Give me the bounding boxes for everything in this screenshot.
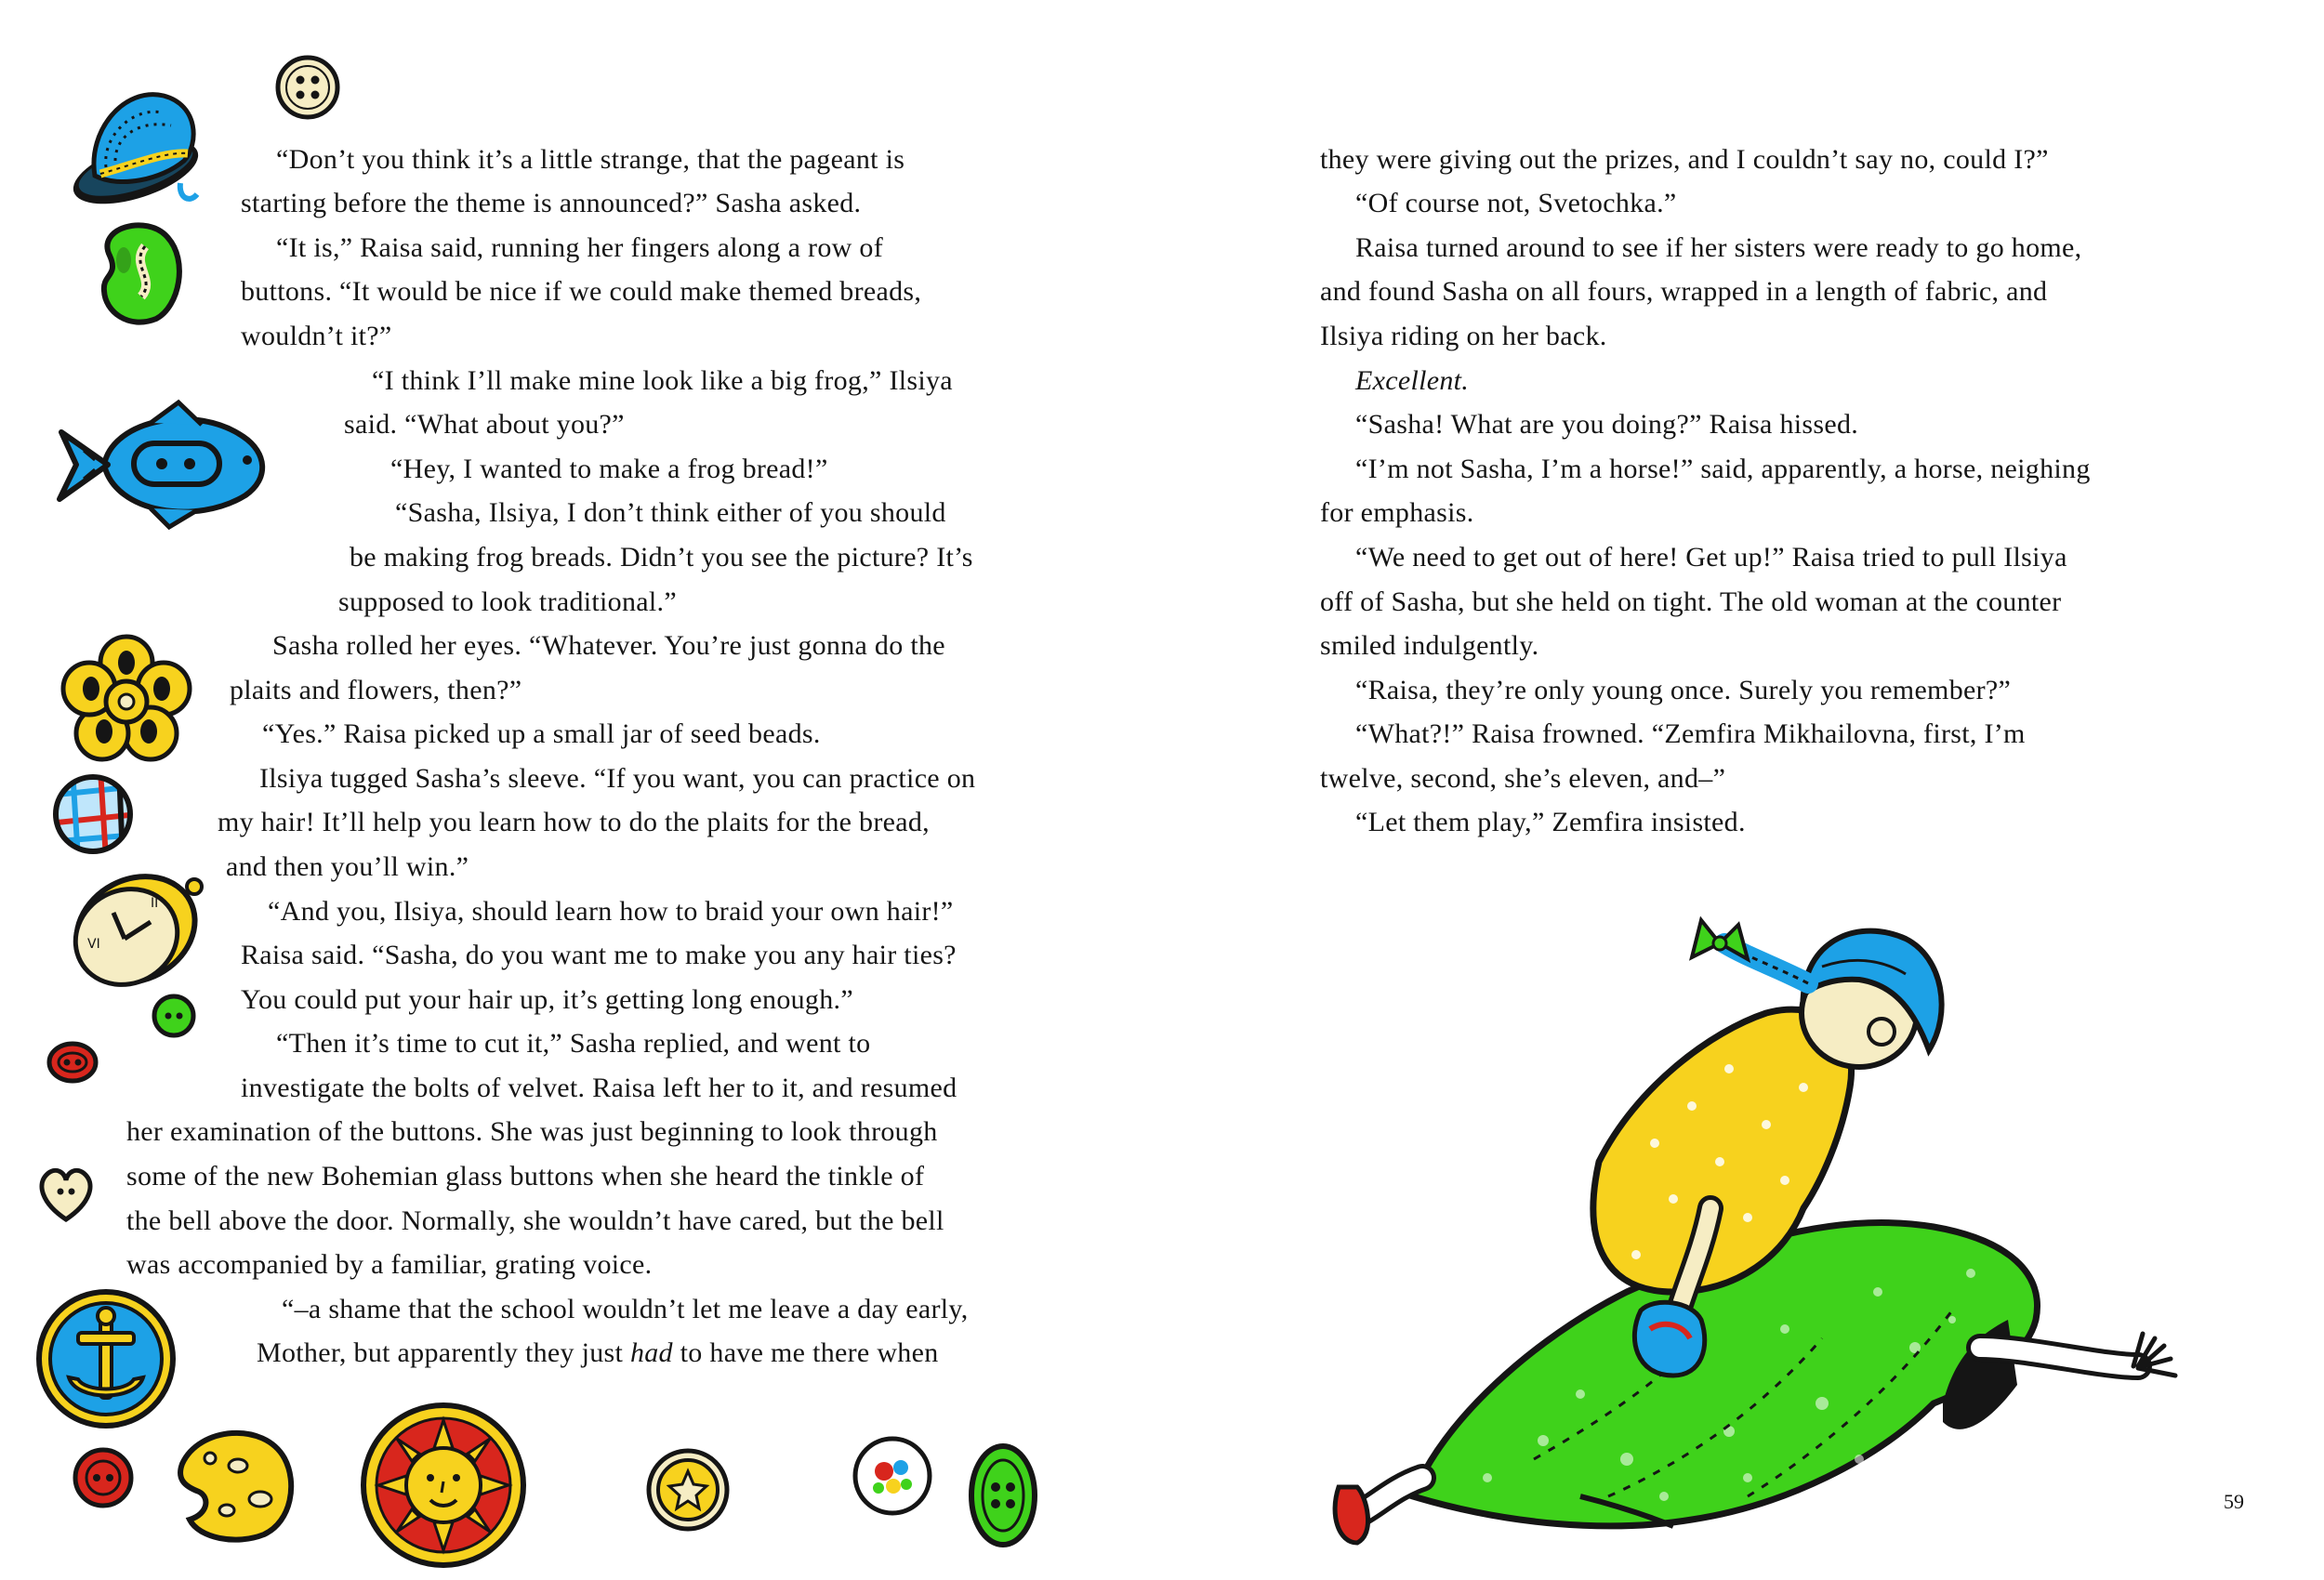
- right-line-12: smiled indulgently.: [1320, 630, 1539, 661]
- right-line-4: and found Sasha on all fours, wrapped in a length of fabric, and: [1320, 276, 2048, 307]
- left-line-15: Ilsiya tugged Sasha’s sleeve. “If you want, you can practice on: [259, 763, 976, 794]
- green-bead-button-icon: [91, 218, 193, 330]
- right-line-9: for emphasis.: [1320, 497, 1474, 528]
- left-line-16: my hair! It’ll help you learn how to do the plaits for the bread,: [218, 807, 930, 837]
- left-line-11: supposed to look traditional.”: [338, 586, 677, 617]
- emphasized-word: had: [629, 1337, 673, 1368]
- left-line-5: wouldn’t it?”: [241, 321, 392, 351]
- left-line-8: “Hey, I wanted to make a frog bread!”: [390, 454, 828, 484]
- left-line-27: “–a shame that the school wouldn’t let me leave a day early,: [282, 1294, 969, 1324]
- yellow-star-button-icon: [643, 1445, 733, 1534]
- left-line-18: “And you, Ilsiya, should learn how to braid your own hair!”: [268, 896, 954, 927]
- left-line-12: Sasha rolled her eyes. “Whatever. You’re just gonna do the: [272, 630, 945, 661]
- yellow-flower-button-icon: [61, 635, 191, 765]
- left-line-6: “I think I’ll make mine look like a big frog,” Ilsiya: [372, 365, 953, 396]
- left-line-3: “It is,” Raisa said, running her fingers along a row of: [276, 232, 883, 263]
- clock-button-icon: [59, 864, 208, 1004]
- heart-button-icon: [33, 1162, 99, 1227]
- right-line-10: “We need to get out of here! Get up!” Raisa tried to pull Ilsiya: [1355, 542, 2067, 573]
- right-page: [1162, 0, 2324, 1580]
- left-line-2: starting before the theme is announced?” Sasha asked.: [241, 188, 862, 218]
- left-line-22: investigate the bolts of velvet. Raisa left her to it, and resumed: [241, 1073, 957, 1103]
- fish-button-icon: [48, 395, 281, 534]
- right-line-13: “Raisa, they’re only young once. Surely you remember?”: [1355, 675, 2012, 705]
- right-line-8: “I’m not Sasha, I’m a horse!” said, apparently, a horse, neighing: [1355, 454, 2091, 484]
- bowler-hat-button-icon: [69, 79, 218, 218]
- left-line-28: [257, 1335, 939, 1372]
- left-line-9: “Sasha, Ilsiya, I don’t think either of you should: [395, 497, 946, 528]
- cheese-button-icon: [162, 1417, 301, 1547]
- small-red-button-icon: [45, 1039, 100, 1086]
- page-number: 59: [2224, 1490, 2244, 1513]
- left-line-23: her examination of the buttons. She was just beginning to look through: [126, 1116, 938, 1147]
- left-line-1: “Don’t you think it’s a little strange, that the pageant is: [276, 144, 905, 175]
- girls-playing-horse-illustration: [1301, 902, 2185, 1561]
- right-line-6: Excellent.: [1355, 365, 1470, 396]
- left-line-10: be making frog breads. Didn’t you see the picture? It’s: [350, 542, 973, 573]
- right-line-2: “Of course not, Svetochka.”: [1355, 188, 1677, 218]
- right-line-3: Raisa turned around to see if her sisters were ready to go home,: [1355, 232, 2082, 263]
- left-line-19: Raisa said. “Sasha, do you want me to make you any hair ties?: [241, 940, 957, 970]
- left-line-13: plaits and flowers, then?”: [230, 675, 522, 705]
- left-line-24: some of the new Bohemian glass buttons when she heard the tinkle of: [126, 1161, 925, 1192]
- right-line-11: off of Sasha, but she held on tight. The old woman at the counter: [1320, 586, 2062, 617]
- line-28-start: Mother, but apparently they just: [257, 1337, 630, 1368]
- line-28-end: to have me there when: [672, 1337, 939, 1368]
- left-line-17: and then you’ll win.”: [226, 851, 469, 882]
- svg-text:II: II: [151, 896, 159, 911]
- right-line-5: Ilsiya riding on her back.: [1320, 321, 1607, 351]
- small-green-button-icon: [151, 993, 197, 1039]
- svg-text:VI: VI: [87, 937, 100, 952]
- right-line-1: they were giving out the prizes, and I couldn’t say no, could I?”: [1320, 144, 2049, 175]
- red-button-icon: [71, 1445, 136, 1510]
- right-line-15: twelve, second, she’s eleven, and–”: [1320, 763, 1726, 794]
- four-hole-button-icon: [274, 54, 341, 121]
- sun-face-button-icon: [358, 1400, 529, 1571]
- left-line-25: the bell above the door. Normally, she wouldn’t have cared, but the bell: [126, 1205, 944, 1236]
- left-line-26: was accompanied by a familiar, grating voice.: [126, 1249, 653, 1280]
- left-line-14: “Yes.” Raisa picked up a small jar of seed beads.: [262, 718, 821, 749]
- right-line-7: “Sasha! What are you doing?” Raisa hissed.: [1355, 409, 1859, 440]
- left-line-21: “Then it’s time to cut it,” Sasha replied, and went to: [276, 1028, 871, 1059]
- plaid-button-icon: [48, 770, 138, 859]
- left-line-7: said. “What about you?”: [344, 409, 625, 440]
- right-line-16: “Let them play,” Zemfira insisted.: [1355, 807, 1746, 837]
- green-oval-button-icon: [967, 1441, 1039, 1550]
- floral-button-icon: [851, 1434, 934, 1518]
- left-line-20: You could put your hair up, it’s getting long enough.”: [241, 984, 853, 1015]
- anchor-button-icon: [33, 1286, 178, 1431]
- right-line-14: “What?!” Raisa frowned. “Zemfira Mikhailovna, first, I’m: [1355, 718, 2026, 749]
- left-line-4: buttons. “It would be nice if we could make themed breads,: [241, 276, 922, 307]
